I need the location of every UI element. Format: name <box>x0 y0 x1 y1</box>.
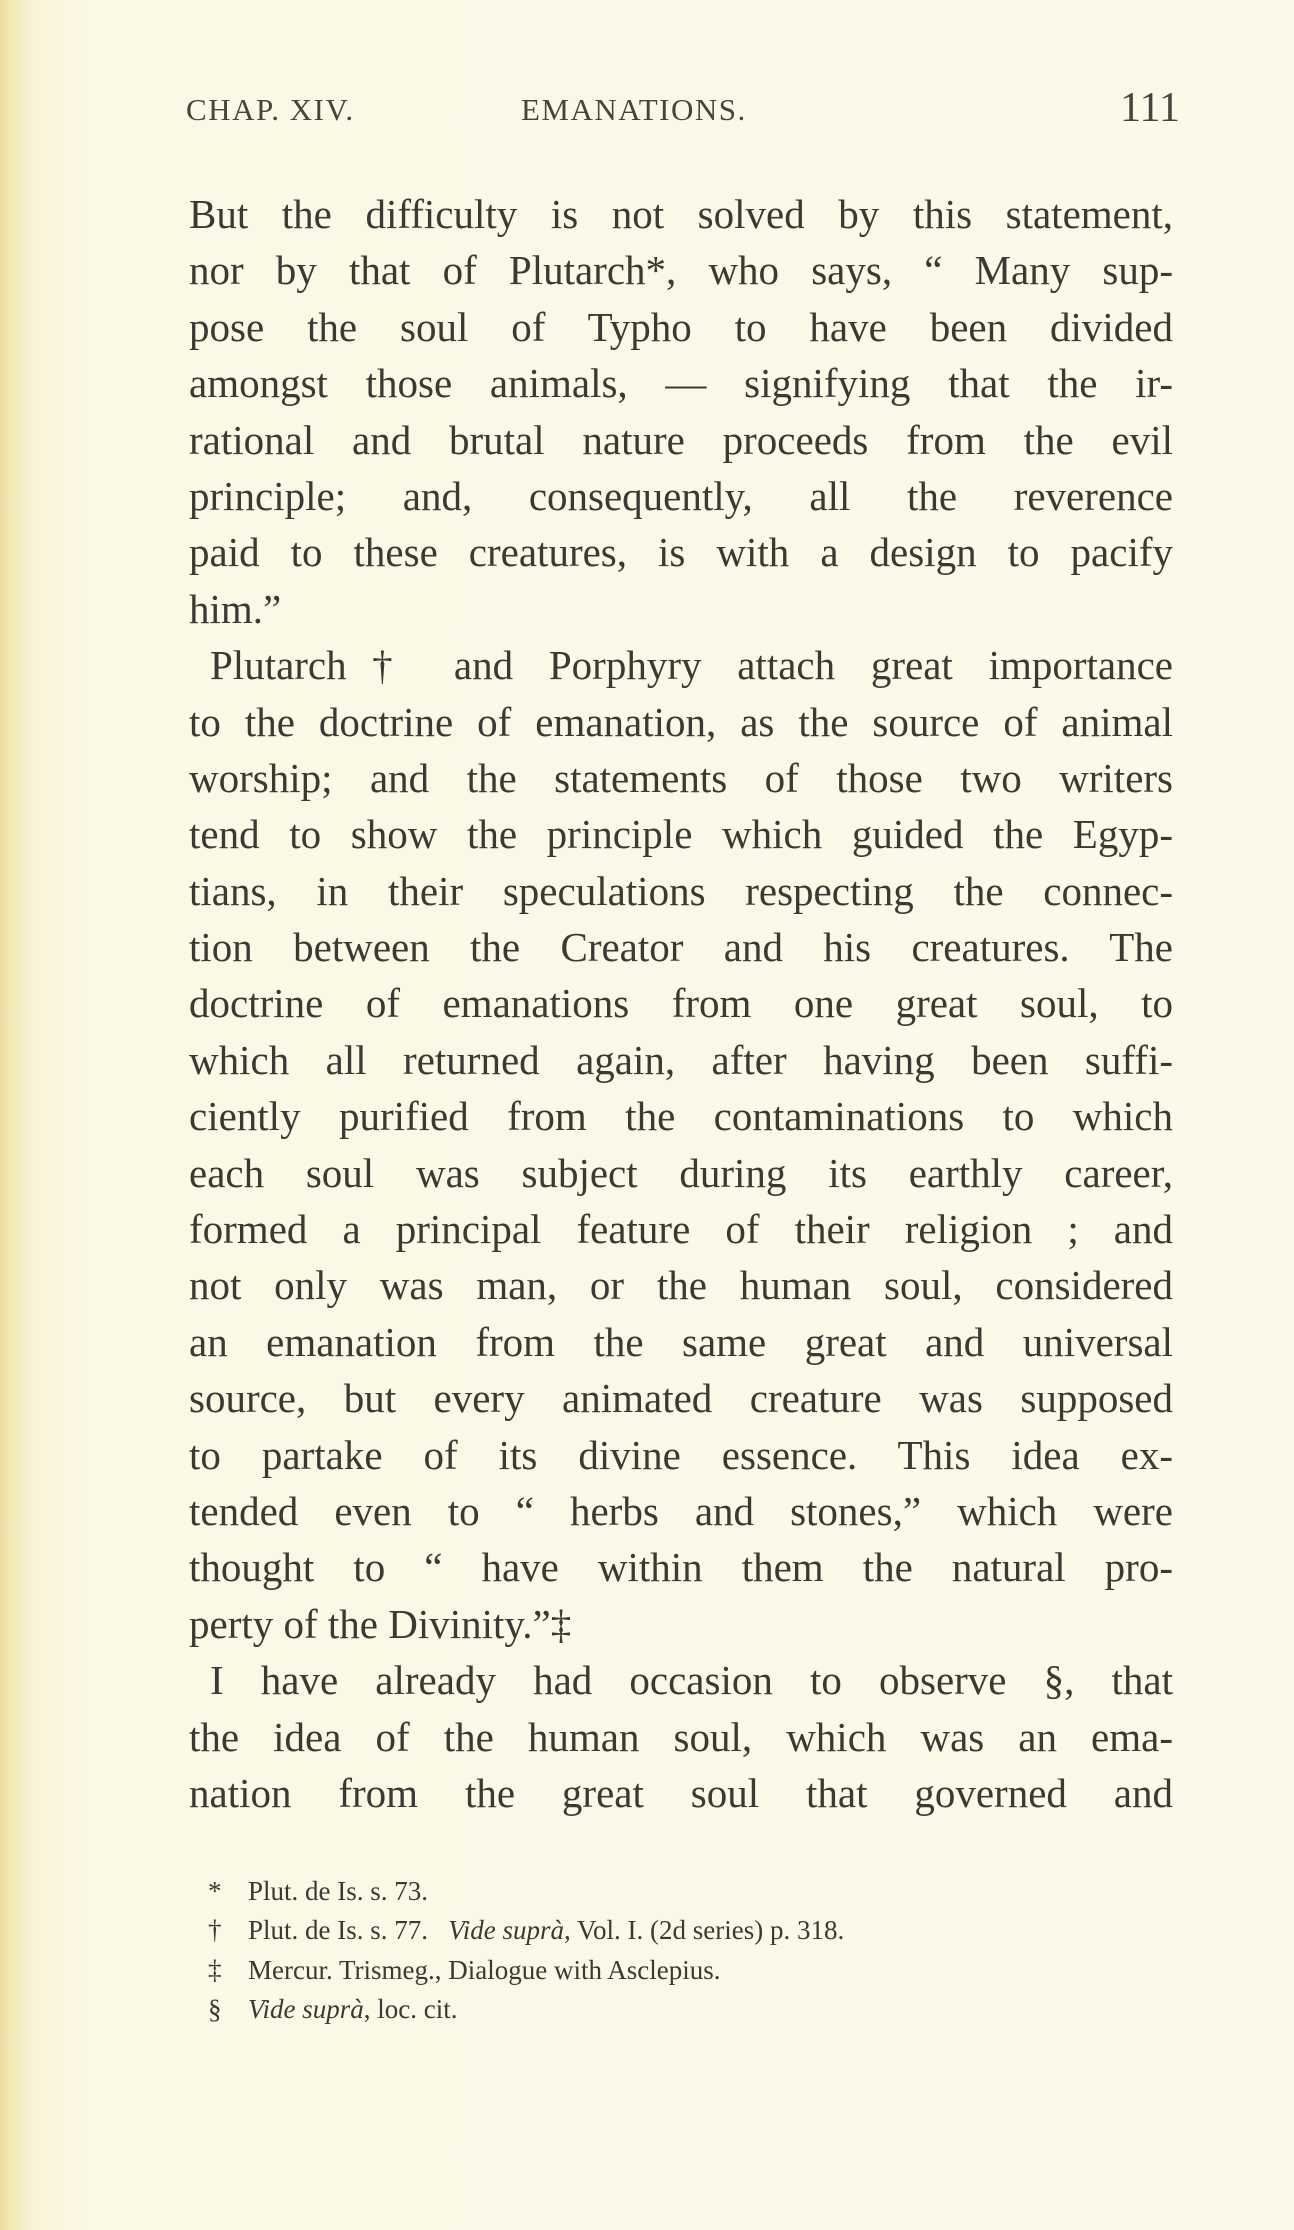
footnote <box>208 1911 1168 1950</box>
text-line: tion between the Creator and his creatures. The <box>189 924 1173 971</box>
text-line: nation from the great soul that governed and <box>189 1769 1173 1816</box>
text-line: him.” <box>189 585 282 632</box>
text-line: But the difficulty is not solved by this statement, <box>189 191 1173 237</box>
text-line: not only was man, or the human soul, considered <box>189 1262 1173 1309</box>
text-line: to partake of its divine essence. This idea ex- <box>189 1431 1173 1478</box>
text-line: source, but every animated creature was supposed <box>189 1375 1173 1422</box>
footnote-mark: † <box>208 1915 222 1946</box>
text-line: Plutarch† and Porphyry attach great importance <box>210 642 1173 689</box>
footnote-italic: Vide suprà <box>248 1994 364 2025</box>
text-line: I have already had occasion to observe §, that <box>210 1657 1173 1704</box>
text-line: worship; and the statements of those two writers <box>189 754 1173 801</box>
text-line: to the doctrine of emanation, as the source of animal <box>189 698 1173 745</box>
text-line: ciently purified from the contaminations to which <box>189 1093 1173 1140</box>
text-line: which all returned again, after having been suffi- <box>189 1036 1173 1083</box>
text-line: tended even to “ herbs and stones,” which were <box>189 1487 1173 1534</box>
text-line: each soul was subject during its earthly career, <box>189 1149 1173 1196</box>
text-line: principle; and, consequently, all the reverence <box>189 472 1173 519</box>
footnote-text: Plut. de Is. s. 77. <box>248 1915 449 1946</box>
footnote <box>208 1872 1168 1911</box>
text-line: amongst those animals, — signifying that the ir- <box>189 360 1173 407</box>
footnote-text: , Vol. I. (2d series) p. 318. <box>564 1915 845 1946</box>
footnote-text: Mercur. Trismeg., Dialogue with Asclepius. <box>248 1954 721 1985</box>
text-line: doctrine of emanations from one great soul, to <box>189 980 1173 1027</box>
text-line: rational and brutal nature proceeds from the evil <box>189 416 1173 463</box>
footnote-mark: ‡ <box>208 1954 222 1985</box>
text-line: thought to “ have within them the natural pro- <box>189 1544 1173 1591</box>
footnote-text: , loc. cit. <box>363 1994 458 2025</box>
footnote-text: Plut. de Is. s. 73. <box>248 1876 429 1906</box>
page-number: 111 <box>1120 85 1180 131</box>
text-line: paid to these creatures, is with a design to pacify <box>189 529 1173 576</box>
running-head-title: EMANATIONS. <box>521 92 747 127</box>
footnote-mark: § <box>208 1994 222 2025</box>
text-line: pose the soul of Typho to have been divided <box>189 303 1173 350</box>
footnote-mark: * <box>208 1876 222 1906</box>
text-line: tians, in their speculations respecting the connec- <box>189 867 1173 914</box>
running-head-chapter: CHAP. XIV. <box>186 92 355 127</box>
text-line: an emanation from the same great and universal <box>189 1318 1173 1365</box>
footnotes <box>208 1872 1168 2030</box>
body-text <box>189 186 1173 1821</box>
text-line: perty of the Divinity.”‡ <box>189 1600 572 1647</box>
footnote-italic: Vide suprà <box>448 1915 565 1946</box>
text-line: formed a principal feature of their religion ; and <box>189 1206 1173 1253</box>
text-line: nor by that of Plutarch*, who says, “ Many sup- <box>189 247 1173 294</box>
text-line: tend to show the principle which guided the Egyp- <box>189 811 1173 858</box>
text-line: the idea of the human soul, which was an ema- <box>189 1713 1173 1760</box>
footnote <box>208 1990 1168 2029</box>
footnote <box>208 1951 1168 1990</box>
